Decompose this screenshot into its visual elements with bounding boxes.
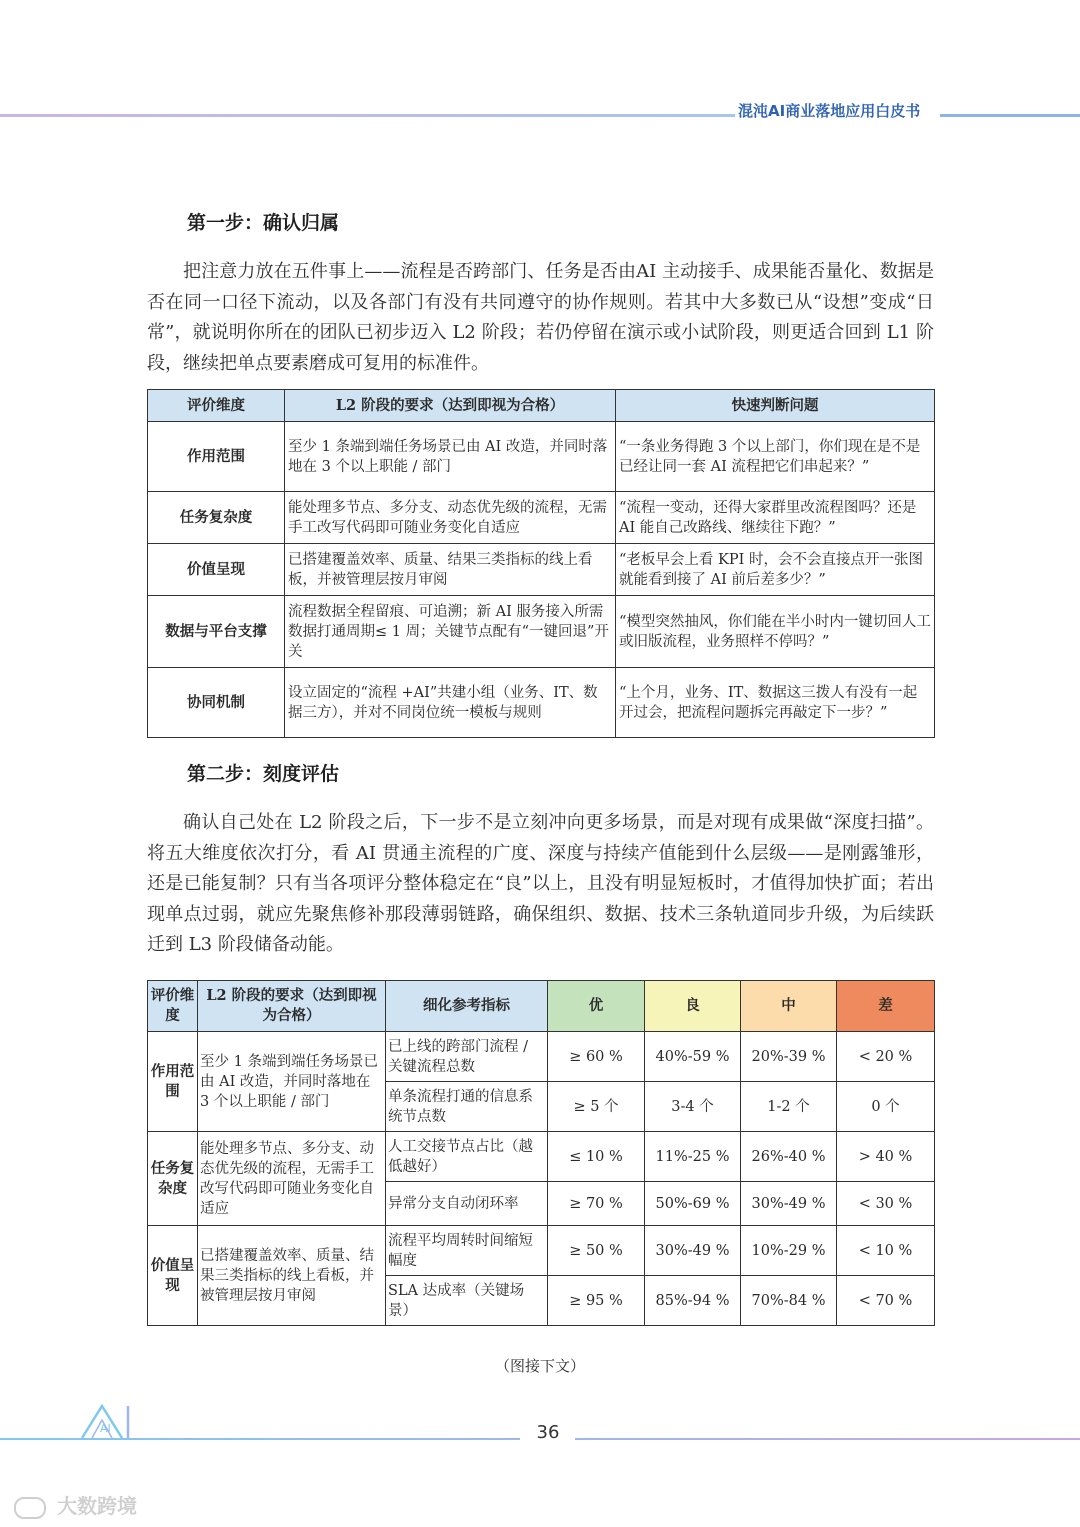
header-dimension: 评价维度 [148, 981, 198, 1032]
requirement-cell: 设立固定的“流程 +AI”共建小组（业务、IT、数据三方），并对不同岗位统一模板与规则 [285, 668, 616, 738]
watermark-text: 大数跨境 [56, 1494, 137, 1518]
grade-medium-cell: 26%-40 % [741, 1132, 837, 1182]
header-question: 快速判断问题 [616, 390, 935, 422]
requirement-cell: 能处理多节点、多分支、动态优先级的流程，无需手工改写代码即可随业务变化自适应 [198, 1132, 386, 1226]
dimension-cell: 价值呈现 [148, 544, 285, 596]
header-indicator: 细化参考指标 [386, 981, 548, 1032]
step1-heading: 第一步：确认归属 [187, 212, 340, 234]
header-grade-good: 良 [645, 981, 741, 1032]
step2-paragraph [147, 808, 934, 961]
table-row [148, 1032, 935, 1082]
footer-divider-left [0, 1438, 520, 1440]
grade-excellent-cell: ≤ 10 % [548, 1132, 645, 1182]
header-grade-excellent: 优 [548, 981, 645, 1032]
dimension-cell: 任务复杂度 [148, 1132, 198, 1226]
requirement-cell: 已搭建覆盖效率、质量、结果三类指标的线上看板，并被管理层按月审阅 [198, 1226, 386, 1326]
grade-excellent-cell: ≥ 50 % [548, 1226, 645, 1276]
grade-poor-cell: < 70 % [837, 1276, 935, 1326]
requirement-cell: 已搭建覆盖效率、质量、结果三类指标的线上看板，并被管理层按月审阅 [285, 544, 616, 596]
question-cell: “模型突然抽风，你们能在半小时内一键切回人工或旧版流程，业务照样不停吗？” [616, 596, 935, 668]
l2-requirements-table [147, 389, 935, 738]
step2-paragraph-text: 确认自己处在 L2 阶段之后，下一步不是立刻冲向更多场景，而是对现有成果做“深度扫描”。将五大维度依次打分，看 AI 贯通主流程的广度、深度与持续产值能到什么层级——是刚露雏形，还是已能复制？只有当各项评分整体稳定在“良”以上，且没有明显短板时，才值得加快扩面；若出现单点过弱，就应先聚焦修补那段薄弱链路，确保组织、数据、技术三条轨道同步升级，为后续跃迁到 L3 阶段储备动能。 [147, 812, 934, 955]
ai-logo-graphic [80, 1402, 150, 1442]
table-row [148, 1132, 935, 1182]
grade-poor-cell: < 10 % [837, 1226, 935, 1276]
question-cell: “一条业务得跑 3 个以上部门，你们现在是不是已经让同一套 AI 流程把它们串起来？” [616, 422, 935, 492]
step2-heading: 第二步：刻度评估 [187, 763, 340, 785]
page-number: 36 [536, 1422, 560, 1443]
grade-poor-cell: < 20 % [837, 1032, 935, 1082]
dimension-cell: 数据与平台支撑 [148, 596, 285, 668]
step1-paragraph [147, 257, 934, 379]
requirement-cell: 至少 1 条端到端任务场景已由 AI 改造，并同时落地在 3 个以上职能 / 部门 [198, 1032, 386, 1132]
dimension-cell: 作用范围 [148, 422, 285, 492]
requirement-cell: 流程数据全程留痕、可追溯；新 AI 服务接入所需数据打通周期≤ 1 周；关键节点配有“一键回退”开关 [285, 596, 616, 668]
table-row [148, 668, 935, 738]
requirement-cell: 能处理多节点、多分支、动态优先级的流程，无需手工改写代码即可随业务变化自适应 [285, 492, 616, 544]
table-header-row [148, 390, 935, 422]
dimension-cell: 协同机制 [148, 668, 285, 738]
grade-good-cell: 85%-94 % [645, 1276, 741, 1326]
indicator-cell: 单条流程打通的信息系统节点数 [386, 1082, 548, 1132]
indicator-cell: SLA 达成率（关键场景） [386, 1276, 548, 1326]
header-requirement: L2 阶段的要求（达到即视为合格） [285, 390, 616, 422]
grade-medium-cell: 70%-84 % [741, 1276, 837, 1326]
footer-divider-right [575, 1438, 1080, 1440]
dimension-cell: 价值呈现 [148, 1226, 198, 1326]
watermark [14, 1490, 137, 1519]
watermark-logo-icon [14, 1497, 46, 1519]
header-grade-poor: 差 [837, 981, 935, 1032]
grade-excellent-cell: ≥ 95 % [548, 1276, 645, 1326]
grade-poor-cell: > 40 % [837, 1132, 935, 1182]
grade-good-cell: 3-4 个 [645, 1082, 741, 1132]
indicator-cell: 人工交接节点占比（越低越好） [386, 1132, 548, 1182]
grade-poor-cell: 0 个 [837, 1082, 935, 1132]
grade-medium-cell: 10%-29 % [741, 1226, 837, 1276]
indicator-cell: 流程平均周转时间缩短幅度 [386, 1226, 548, 1276]
grade-good-cell: 11%-25 % [645, 1132, 741, 1182]
grade-excellent-cell: ≥ 5 个 [548, 1082, 645, 1132]
indicator-cell: 异常分支自动闭环率 [386, 1182, 548, 1226]
question-cell: “老板早会上看 KPI 时，会不会直接点开一张图就能看到接了 AI 前后差多少？” [616, 544, 935, 596]
table-row [148, 422, 935, 492]
table-row [148, 596, 935, 668]
requirement-cell: 至少 1 条端到端任务场景已由 AI 改造，并同时落地在 3 个以上职能 / 部门 [285, 422, 616, 492]
grade-good-cell: 30%-49 % [645, 1226, 741, 1276]
table-row [148, 544, 935, 596]
header-grade-medium: 中 [741, 981, 837, 1032]
grade-good-cell: 50%-69 % [645, 1182, 741, 1226]
step1-paragraph-text: 把注意力放在五件事上——流程是否跨部门、任务是否由AI 主动接手、成果能否量化、数据是否在同一口径下流动，以及各部门有没有共同遵守的协作规则。若其中大多数已从“设想”变成“日常”，就说明你所在的团队已初步迈入 L2 阶段；若仍停留在演示或小试阶段，则更适合回到 L1 阶段，继续把单点要素磨成可复用的标准件。 [147, 261, 934, 374]
header-dimension: 评价维度 [148, 390, 285, 422]
ai-logo-text: AI [100, 1422, 111, 1435]
grade-poor-cell: < 30 % [837, 1182, 935, 1226]
grade-medium-cell: 30%-49 % [741, 1182, 837, 1226]
header-requirement: L2 阶段的要求（达到即视为合格） [198, 981, 386, 1032]
document-title: 混沌AI商业落地应用白皮书 [738, 102, 921, 120]
grade-medium-cell: 1-2 个 [741, 1082, 837, 1132]
grade-excellent-cell: ≥ 70 % [548, 1182, 645, 1226]
header-divider-right [940, 114, 1080, 117]
l2-scoring-table [147, 980, 935, 1326]
grade-good-cell: 40%-59 % [645, 1032, 741, 1082]
table-header-row [148, 981, 935, 1032]
dimension-cell: 任务复杂度 [148, 492, 285, 544]
grade-excellent-cell: ≥ 60 % [548, 1032, 645, 1082]
table-row [148, 1226, 935, 1276]
indicator-cell: 已上线的跨部门流程 / 关键流程总数 [386, 1032, 548, 1082]
continued-note: （图接下文） [494, 1357, 585, 1375]
question-cell: “流程一变动，还得大家群里改流程图吗？还是 AI 能自己改路线、继续往下跑？” [616, 492, 935, 544]
question-cell: “上个月，业务、IT、数据这三拨人有没有一起开过会，把流程问题拆完再敲定下一步？” [616, 668, 935, 738]
grade-medium-cell: 20%-39 % [741, 1032, 837, 1082]
dimension-cell: 作用范围 [148, 1032, 198, 1132]
header-divider-left [0, 114, 735, 117]
table-row [148, 492, 935, 544]
